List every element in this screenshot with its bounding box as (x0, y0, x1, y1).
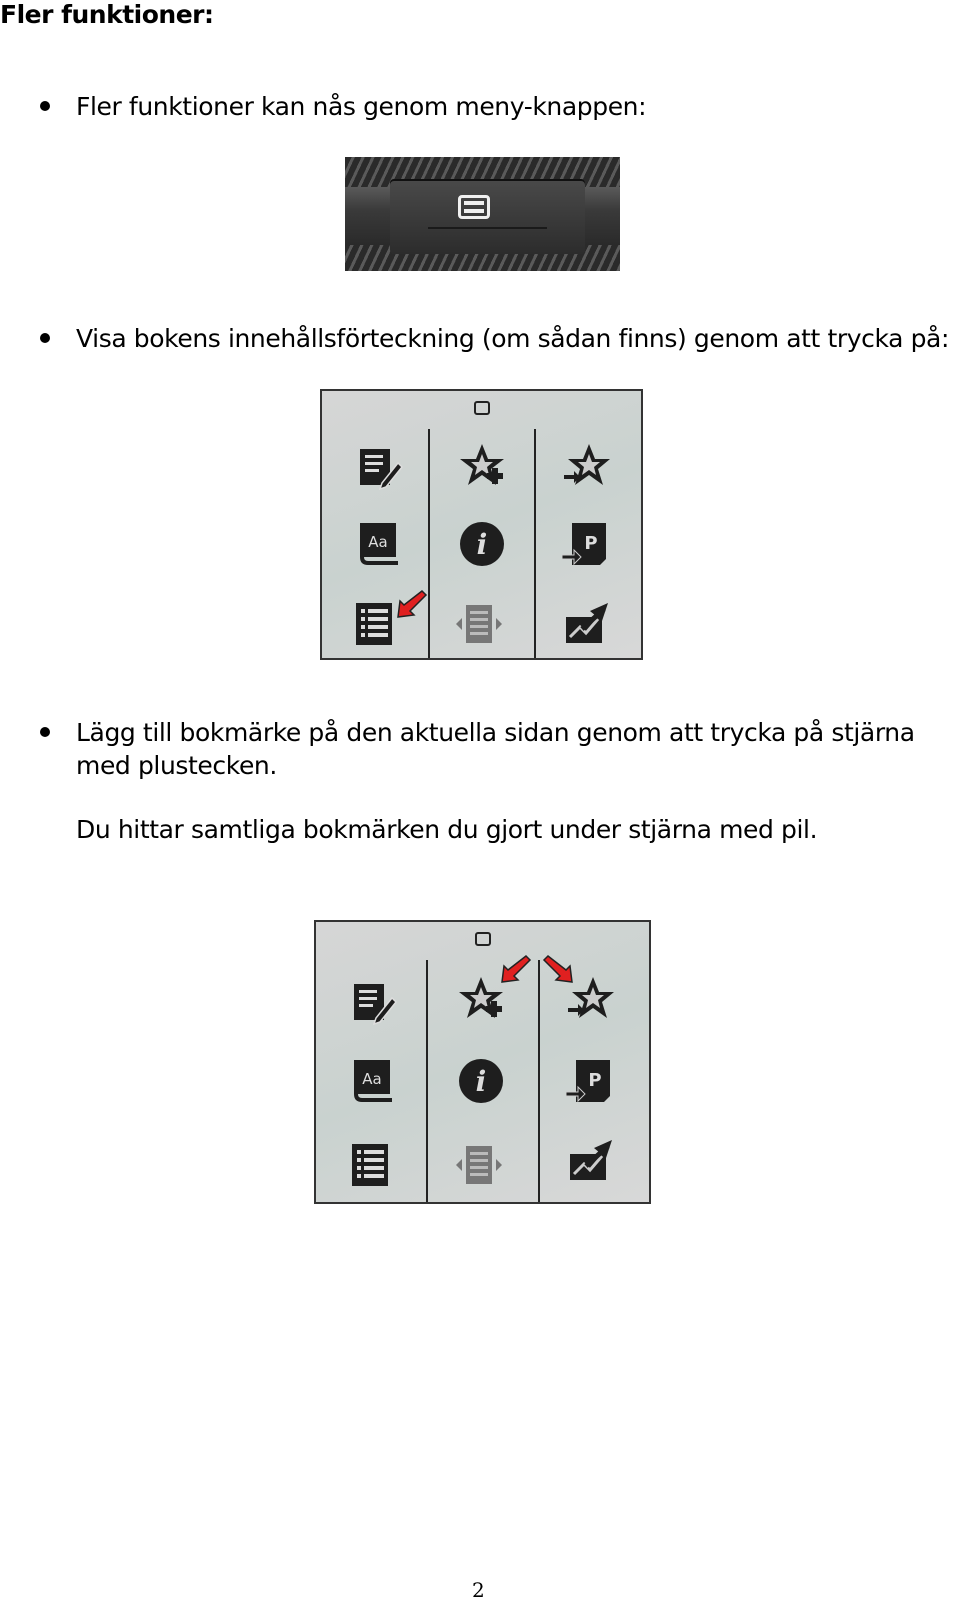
section-heading: Fler funktioner: (0, 0, 214, 29)
menu-button-photo (345, 157, 620, 271)
info-icon-label: i (475, 1065, 487, 1098)
column-divider (538, 960, 540, 1202)
info-icon-label: i (476, 528, 488, 561)
bullet-dot (40, 727, 50, 737)
go-to-bookmark-star-icon (566, 974, 616, 1024)
bullet-item (40, 322, 950, 356)
key-line (428, 227, 547, 229)
bullet-item (40, 716, 950, 750)
info-icon (456, 1056, 506, 1106)
font-size-icon (348, 1056, 398, 1106)
font-size-icon (354, 519, 404, 569)
bullet-text: Visa bokens innehållsförteckning (om sådan finns) genom att trycka på: (76, 324, 950, 353)
page-number: 2 (472, 1578, 485, 1602)
statistics-chart-icon (562, 599, 612, 649)
column-divider (428, 429, 430, 658)
menu-screen-photo (320, 389, 643, 660)
page-icon-label: P (584, 533, 598, 554)
bullet-dot (40, 101, 50, 111)
font-icon-label: Aa (368, 533, 388, 551)
column-divider (426, 960, 428, 1202)
menu-screen-photo-bookmarks (314, 920, 651, 1204)
red-arrow-icon (394, 587, 428, 621)
go-to-page-icon (562, 519, 612, 569)
go-to-page-icon (566, 1056, 616, 1106)
menu-icon (475, 932, 491, 946)
notes-icon (354, 443, 404, 493)
font-icon-label: Aa (362, 1070, 382, 1088)
page-layout-icon (454, 599, 504, 649)
bullet-text: Lägg till bokmärke på den aktuella sidan genom att trycka på stjärna (76, 718, 915, 747)
bullet-dot (40, 333, 50, 343)
table-of-contents-icon (346, 1140, 396, 1190)
go-to-bookmark-star-icon (562, 441, 612, 491)
table-of-contents-icon (350, 599, 400, 649)
menu-icon (474, 401, 490, 415)
menu-icon (458, 195, 490, 219)
bullet-item (40, 90, 940, 124)
red-arrow-icon (498, 952, 532, 986)
info-icon (457, 519, 507, 569)
column-divider (534, 429, 536, 658)
add-bookmark-star-icon (457, 441, 507, 491)
bullet-text-continued: med plustecken. (76, 751, 277, 780)
notes-icon (348, 978, 398, 1028)
statistics-chart-icon (566, 1136, 616, 1186)
page-icon-label: P (588, 1070, 602, 1091)
page-layout-icon (454, 1140, 504, 1190)
bookmark-note: Du hittar samtliga bokmärken du gjort under stjärna med pil. (76, 815, 818, 844)
bullet-text: Fler funktioner kan nås genom meny-knappen: (76, 92, 647, 121)
